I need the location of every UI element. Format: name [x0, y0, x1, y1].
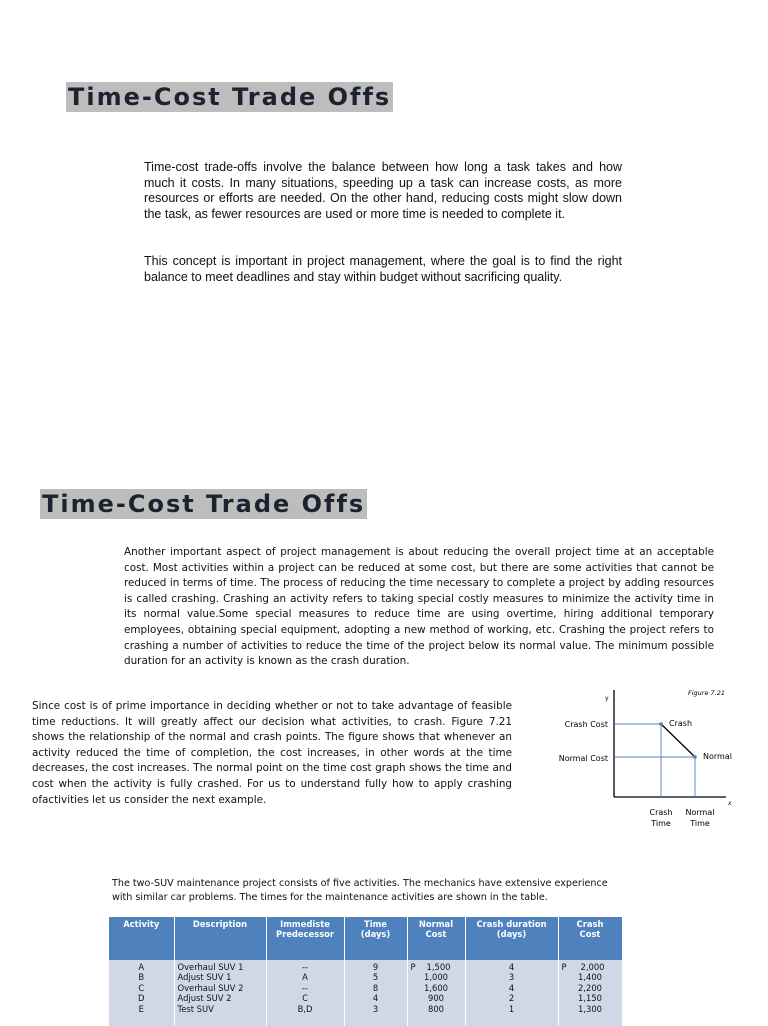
crash-point [659, 722, 663, 726]
table-cell: Adjust SUV 1 [177, 972, 232, 983]
table-cell: D [138, 993, 145, 1004]
table-cell: B [138, 972, 145, 983]
normal-time-label: Normal [685, 808, 715, 817]
table-cell: 8 [372, 982, 379, 993]
crash-time-label-2: Time [651, 819, 671, 828]
table-cell: Overhaul SUV 2 [177, 982, 244, 993]
header-activity: Activity [109, 917, 174, 960]
header-predecessor: Immediste Predecessor [266, 917, 344, 960]
table-cell: 2,000 [580, 962, 605, 972]
slide1-paragraph-2: This concept is important in project management, where the goal is to find the right balance to meet deadlines and stay within budget without sacrificing quality. [144, 254, 622, 284]
currency-symbol: P [410, 962, 416, 972]
slide2-paragraph-2: Since cost is of prime importance in deciding whether or not to take advantage of feasible time reductions. It will greatly affect our decision what activities, to crash. Figure 7.21 shows the relationship of the normal and crash points. The figure shows that whenever an activity reduced the time of completion, the cost increases, in other words at the time decreases, the cost increases. The normal point on the time cost graph shows the time and cost when the activity is fully crashed. For us to understand fully how to apply crashing ofactivities let us consider the next example. [32, 700, 512, 806]
table-cell: 3 [508, 972, 515, 983]
table-cell: 1 [508, 1003, 515, 1014]
slide2-title: Time-Cost Trade Offs [42, 490, 366, 518]
table-cell: 1,600 [424, 982, 448, 993]
normal-cost-label: Normal Cost [558, 754, 608, 763]
activity-table [109, 917, 623, 1026]
slide2-paragraph-1: Another important aspect of project management is about reducing the overall project time at an acceptable cost. Most activities within a project can be reduced at some cost, but there are some activities that cannot be reduced in terms of time. The process of reducing the time necessary to complete a project by adding resources is called crashing. Crashing an activity refers to taking special costly measures to minimize the activity time in its normal value.Some special measures to reduce time are using overtime, hiring additional temporary employees, obtaining special equipment, adopting a new method of working, etc. Crashing the project refers to crashing a number of activities to reduce the time of the project below its normal value. The minimum possible duration for an activity is known as the crash duration. [124, 546, 714, 668]
figure-caption: Figure 7.21 [688, 689, 726, 697]
activity-column [109, 960, 174, 1026]
table-cell: 4 [508, 982, 515, 993]
x-axis-label: x [728, 800, 732, 807]
table-cell: 900 [428, 993, 444, 1004]
table-cell: C [302, 993, 308, 1004]
table-cell: 2 [508, 993, 515, 1004]
normal-point-label: Normal [703, 752, 732, 761]
table-cell: 5 [372, 972, 379, 983]
table-header-row [109, 917, 622, 960]
table-cell: E [138, 1003, 144, 1014]
slide1-paragraph-1: Time-cost trade-offs involve the balance between how long a task takes and how much it costs. In many situations, speeding up a task can increase costs, as more resources or efforts are needed. On the other hand, reducing costs might slow down the task, as fewer resources are used or more time is needed to complete it. [144, 160, 622, 221]
table-intro: The two-SUV maintenance project consists of five activities. The mechanics have extensive experience with similar car problems. The times for the maintenance activities are shown in the table. [112, 878, 608, 903]
table-cell: A [138, 962, 145, 972]
y-axis-label: y [605, 695, 609, 702]
table-cell: 800 [428, 1003, 444, 1014]
time-cost-figure [550, 684, 760, 834]
table-cell: 1,500 [426, 962, 451, 972]
table-cell: B,D [297, 1003, 313, 1014]
table-body-row [109, 960, 622, 1026]
header-time: Time (days) [344, 917, 407, 960]
header-crash-duration: Crash duration (days) [465, 917, 558, 960]
table-cell: Overhaul SUV 1 [177, 962, 244, 972]
currency-symbol: P [561, 962, 567, 972]
description-column [174, 960, 266, 1026]
table-cell: Test SUV [177, 1003, 214, 1014]
crash-cost-column [558, 960, 622, 1026]
crash-point-label: Crash [669, 719, 693, 728]
normal-time-label-2: Time [690, 819, 710, 828]
table-cell: 4 [372, 993, 379, 1004]
table-cell: 4 [508, 962, 515, 972]
table-cell: 1,300 [578, 1003, 602, 1014]
table-cell: -- [301, 962, 309, 972]
slide1-title: Time-Cost Trade Offs [68, 83, 392, 111]
table-cell: 2,200 [578, 982, 602, 993]
table-cell: 1,150 [578, 993, 602, 1004]
header-crash-cost: Crash Cost [558, 917, 622, 960]
table-cell: 9 [372, 962, 379, 972]
table-cell: -- [301, 982, 309, 993]
normal-point [693, 755, 697, 759]
table-cell: Adjust SUV 2 [177, 993, 232, 1004]
table-cell: C [138, 982, 145, 993]
time-column [344, 960, 407, 1026]
table-cell: 3 [372, 1003, 379, 1014]
predecessor-column [266, 960, 344, 1026]
header-description: Description [174, 917, 266, 960]
crash-normal-line [661, 724, 695, 757]
table-cell: 1,400 [578, 972, 602, 983]
crash-time-label: Crash [649, 808, 673, 817]
normal-cost-column [407, 960, 465, 1026]
table-cell: 1,000 [424, 972, 448, 983]
crash-cost-label: Crash Cost [564, 720, 608, 729]
crash-duration-column [465, 960, 558, 1026]
table-cell: A [302, 972, 308, 983]
header-normal-cost: Normal Cost [407, 917, 465, 960]
